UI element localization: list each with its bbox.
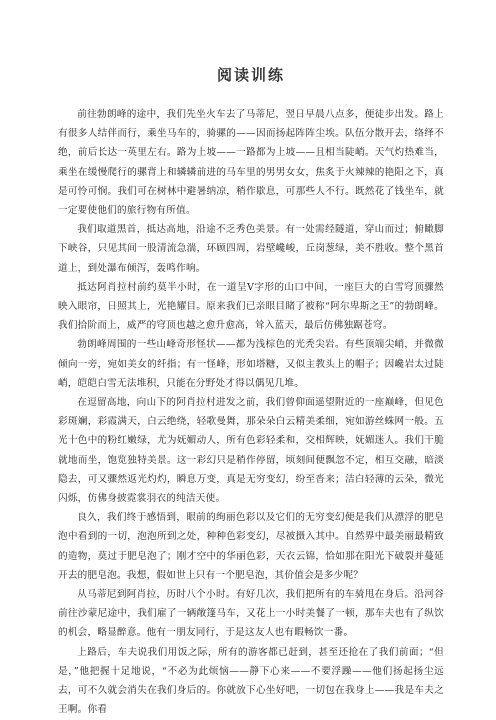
paragraph: 勃朗峰周围的一些山峰奇形怪状——都为浅棕色的光秃尖岩。有些顶端尖峭，并微微倾向一旁，宛如美女的纤指；有一怪峰，形如塔糖，又似主教头上的帽子；因巉岩太过陡峭，皑皑白雪无法堆积，只能在分野处才得以偶见几堆。 (58, 339, 444, 389)
paragraph: 良久，我们终于感悟到，眼前的绚丽色彩以及它们的无穷变幻便是我们从漂浮的肥皂泡中看到的一切，泡泡所到之处，种种色彩变幻，尽被摄入其中。自然界中最美丽最精致的造物，莫过于肥皂泡了；刚才空中的华丽色彩，天衣云锦，恰如那在阳光下破裂并蔓延开去的肥皂泡。我想，假如世上只有一个肥皂泡，其价值会是多少呢？ (58, 512, 444, 581)
paragraph: 在逗留高地，向山下的阿肖拉村进发之前，我们曾仰面遥望附近的一座巅峰，但见色彩斑斓，彩霞满天，白云绝绕，轻歌曼舞，那朵朵白云精美柔细，宛如游丝蛛网一般。五光十色中的粉红嫩绿，尤为妩媚动人，所有色彩轻柔和，交相辉映，妩媚迷人。我们干脆就地而坐，饱览独特美景。这一彩幻只是稍作停留，顷刻间便飘忽不定，相互交融，暗淡隐去，可又骤然返光灼灼，瞬息万变，真是无穷变幻，纷至沓来；洁白轻薄的云朵，微光闪烁，仿佛身披霓裳羽衣的纯洁天使。 (58, 397, 444, 505)
document-title: 阅读训练 (216, 66, 285, 84)
paragraph: 抵达阿肖拉村前约莫半小时，在一道呈V字形的山口中间，一座巨大的白雪穹顶骤然映入眼帘，日照其上，光艳耀目。原来我们已亲眼目睹了被称“阿尔卑斯之王”的勃朗峰。我们拾阶而上，威严的穹顶也越之愈升愈高，耸入蓝天，最后仿佛独踞苍穹。 (58, 281, 444, 332)
paragraph: 上路后，车夫说我们用饭之际，所有的游客都已赶到，甚至还抢在了我们前面；“但是，”他把握十足地说，“不必为此烦恼——静下心来——不要浮躁——他们扬起扬尘远去，可不久就会消失在我们身后的。你就放下心坐好吧，一切包在我身上——我是车夫之王啊。你看 (58, 646, 444, 716)
article-body (58, 105, 444, 720)
paragraph: 前往勃朗峰的途中，我们先坐火车去了马蒂尼，翌日早晨八点多，便徒步出发。路上有很多人结伴而行，乘坐马车的，骑骡的——因而扬起阵阵尘埃。队伍分散开去，络绎不绝，前后长达一英里左右。路为上坡——一路都为上坡——且相当陡峭。天气灼热难当，乘坐在缓慢爬行的骡背上和辚辚前进的马车里的男男女女，焦炙于火辣辣的艳阳之下，真是可怜可悯。我们可在树林中避暑纳凉，稍作歇息，可那些人不行。既然花了钱坐车，就一定要使他们的旅行物有所值。 (58, 109, 444, 217)
paragraph: 我们取道黑首，抵达高地，沿途不乏秀色美景。有一处需经隧道，穿山而过；俯瞰脚下峡谷，只见其间一股清流急湍，环顾四周，岩壁巉峻，丘岗葱绿，美不胜收。整个黑首道上，到处瀑布倾泻，轰鸣作响。 (58, 224, 444, 274)
paragraph: 从马蒂尼到阿肖拉，历时八个小时。有好几次，我们把所有的车骑甩在身后。沿河谷前往沙蒙尼途中，我们雇了一辆敞篷马车，又花上一小时美餐了一顿，那车夫也有了纵饮的机会，略显醉意。他有一朋友同行，于是这友人也有暇畅饮一番。 (58, 589, 444, 639)
